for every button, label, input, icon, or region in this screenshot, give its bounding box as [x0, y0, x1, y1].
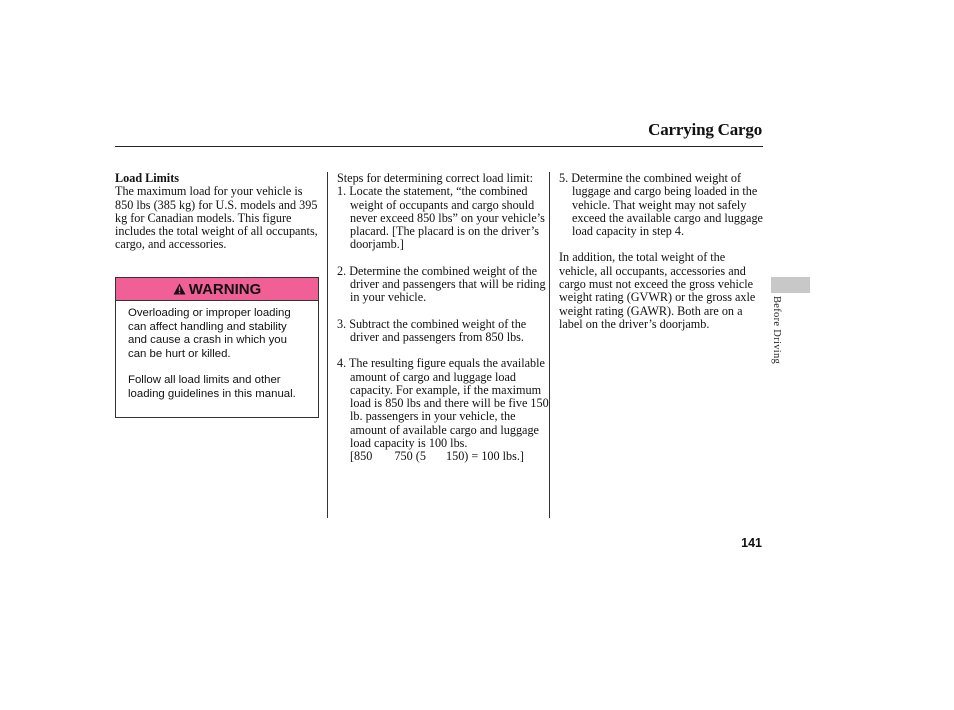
step-4: [337, 357, 549, 450]
column-load-limits: [115, 172, 320, 252]
section-label: Before Driving: [771, 296, 782, 365]
step-2: [337, 265, 549, 305]
step-text: Subtract the combined weight of the driver and passengers from 850 lbs.: [349, 316, 527, 344]
step-text: The resulting figure equals the available amount of cargo and luggage load capacity. For example, if the maximum load is 850 lbs and there will be five 150 lb. passengers in your vehicle, the amount of available cargo and luggage load capacity is 100 lbs.: [348, 356, 549, 451]
warning-label: WARNING: [188, 280, 262, 298]
formula-part: [850: [350, 449, 373, 464]
step-text: Determine the combined weight of the driver and passengers that will be riding in your vehicle.: [349, 263, 546, 305]
step-number: 5.: [559, 171, 569, 185]
section-tab: [771, 277, 810, 293]
warning-text-2: Follow all load limits and other loading guidelines in this manual.: [128, 374, 296, 400]
step-number: 3.: [337, 316, 347, 331]
step-text: Determine the combined weight of luggage and cargo being loaded in the vehicle. That weight may not safely exceed the available cargo and luggage load capacity in step 4.: [571, 171, 763, 239]
page-number: 141: [741, 536, 762, 550]
formula-part: 150) = 100 lbs.]: [446, 449, 524, 464]
example-formula: [337, 450, 549, 463]
warning-text-1: Overloading or improper loading can affect handling and stability and cause a crash in which you can be hurt or killed.: [128, 307, 291, 360]
step-3: [337, 318, 549, 345]
warning-box: [115, 277, 319, 418]
column-steps: [337, 172, 549, 464]
warning-header: [116, 278, 318, 301]
step-number: 2.: [337, 263, 347, 278]
load-limits-paragraph: The maximum load for your vehicle is 850 lbs (385 kg) for U.S. models and 395 kg for Canadian models. This figure includes the total weight of all occupants, cargo, and accessories.: [115, 184, 318, 252]
column-divider: [549, 172, 550, 518]
column-divider: [327, 172, 328, 518]
warning-body: [116, 301, 318, 401]
section-heading: Load Limits: [115, 171, 179, 185]
step-number: 1.: [337, 184, 347, 199]
step-5: [559, 172, 764, 238]
steps-intro: Steps for determining correct load limit:: [337, 171, 533, 185]
title-divider: [115, 146, 763, 147]
formula-part: 750 (5: [394, 449, 426, 464]
page-title: Carrying Cargo: [648, 120, 762, 139]
column-gross-weight: [559, 172, 764, 331]
step-number: 4.: [337, 356, 347, 371]
step-1: [337, 185, 549, 251]
gross-weight-paragraph: In addition, the total weight of the vehicle, all occupants, accessories and cargo must not exceed the gross vehicle weight rating (GVWR) or the gross axle weight rating (GAWR). Both are on a label on the driver’s doorjamb.: [559, 250, 756, 331]
warning-triangle-icon: [173, 283, 186, 295]
step-text: Locate the statement, “the combined weight of occupants and cargo should never exceed 850 lbs” on your vehicle’s placard. [The placard is on the driver’s doorjamb.]: [349, 184, 545, 252]
